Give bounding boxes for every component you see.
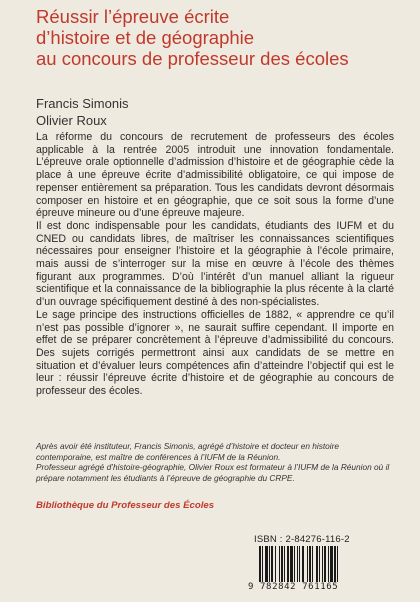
title-line: au concours de professeur des écoles	[36, 48, 349, 69]
author-name: Francis Simonis	[36, 96, 129, 111]
author-name: Olivier Roux	[36, 113, 107, 128]
blurb	[36, 131, 394, 398]
title-line: d’histoire et de géographie	[36, 27, 255, 48]
title-line: Réussir l’épreuve écrite	[36, 6, 230, 27]
blurb-paragraph: La réforme du concours de recrutement de professeurs des écoles applicable à la rentrée 2005 introduit une innovation fondamentale. L’épreuve orale optionnelle d’admission d’histoire et de géographie cède la place à une épreuve écrite d’admissibilité obligatoire, ce qui impose de repenser entièrement sa préparation. Tous les candidats devront désormais composer en histoire et en géographie, que ce soit sous la forme d’une épreuve mineure ou d’une épreuve majeure.	[36, 131, 394, 220]
author-bio: Professeur agrégé d’histoire-géographie, Olivier Roux est formateur à l’IUFM de la Réunion où il prépare notamment les étudiants à l’épreuve de géographie du CRPE.	[36, 462, 390, 483]
authors	[36, 95, 128, 129]
book-title	[36, 6, 406, 69]
author-bios	[36, 441, 394, 483]
blurb-paragraph: Il est donc indispensable pour les candidats, étudiants des IUFM et du CNED ou candidats libres, de maîtriser les connaissances scientifiques nécessaires pour enseigner l’histoire et la géographie à l’école primaire, mais aussi de s’interroger sur la mise en œuvre à l’école des thèmes figurant aux programmes. D’où l’intérêt d’un manuel alliant la rigueur scientifique et la connaissance de la bibliographie la plus récente à la clarté d’un ouvrage spécifiquement destiné à des non-spécialistes.	[36, 219, 394, 309]
collection-name: Bibliothèque du Professeur des Écoles	[36, 500, 215, 511]
barcode-digits: 9 782842 761165	[248, 582, 398, 592]
isbn-number: ISBN : 2-84276-116-2	[254, 534, 350, 545]
blurb-paragraph: Le sage principe des instructions officielles de 1882, « apprendre ce qu’il n’est pas possible d’ignorer », ne saurait suffire cependant. Il importe en effet de se préparer concrètement à l’épreuve d’admissibilité du concours. Des sujets corrigés permettront ainsi aux candidats de se mettre en situation et d’évaluer leurs compétences afin d’atteindre l’objectif qui est le leur : réussir l’épreuve écrite d’histoire et de géographie au concours de professeur des écoles.	[36, 308, 394, 398]
author-bio: Après avoir été instituteur, Francis Simonis, agrégé d’histoire et docteur en histoire contemporaine, est maître de conférences à l’IUFM de la Réunion.	[36, 441, 339, 462]
